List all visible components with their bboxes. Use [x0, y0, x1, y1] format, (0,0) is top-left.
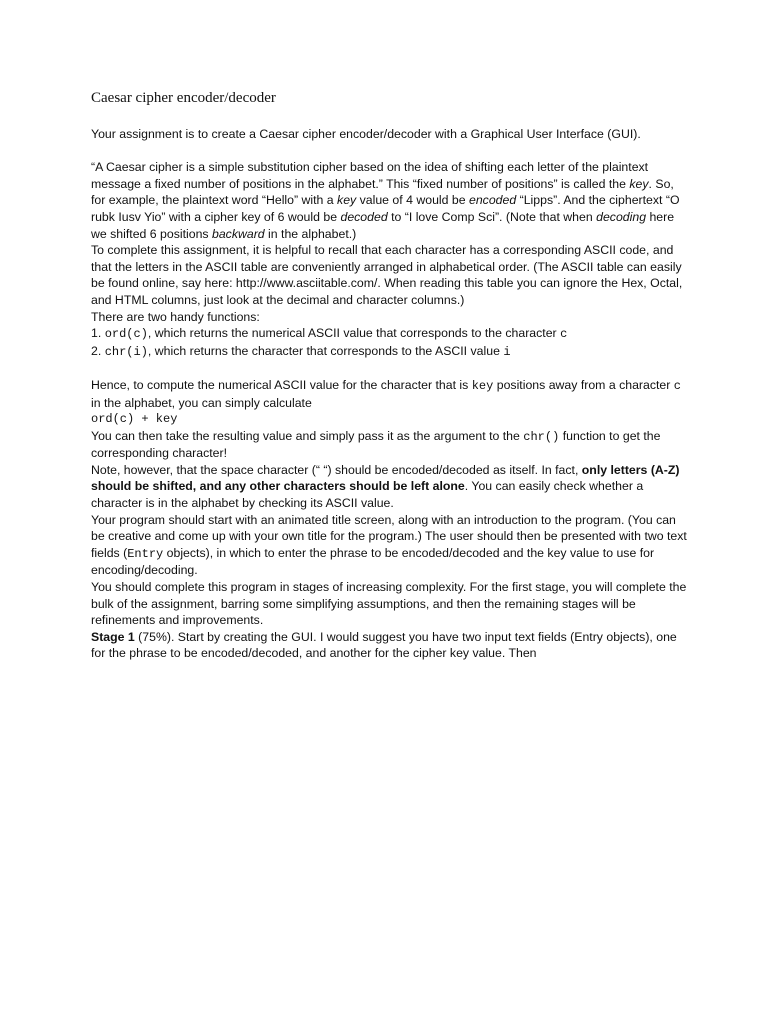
function-item-ord: [91, 325, 691, 343]
quote-text-g: in the alphabet.): [264, 226, 357, 241]
code-arg: c: [560, 327, 568, 342]
quote-text-d: “Lipps”. And the ciphertext “O rubk Iusv Yio” with a cipher key of 6 would be: [91, 193, 680, 224]
code-entry: Entry: [127, 546, 164, 561]
hence-text-b: positions away from a character: [493, 377, 674, 392]
hence-paragraph: [91, 377, 691, 411]
pass-text-a: You can then take the resulting value and simply pass it as the argument to the: [91, 428, 524, 443]
code-chr-call: chr(): [523, 429, 560, 444]
code-c: c: [673, 378, 681, 393]
quote-text-e: to “I love Comp Sci”. (Note that when: [387, 209, 597, 224]
encoded-term: encoded: [469, 193, 517, 208]
pass-paragraph: [91, 428, 691, 462]
function-description: , which returns the character that corresponds to the ASCII value: [147, 343, 504, 358]
list-number: 1.: [91, 326, 105, 341]
document-title: Caesar cipher encoder/decoder: [91, 90, 276, 106]
note-text-a: Note, however, that the space character (“ “) should be encoded/decoded as itself. In fact,: [91, 462, 582, 477]
quote-paragraph: [91, 159, 691, 242]
code-chr: chr(i): [104, 344, 148, 359]
note-bold: only letters (A-Z) should be shifted, and any other characters should be left alone: [91, 462, 680, 494]
code-line: ord(c) + key: [91, 412, 178, 427]
hence-text-a: Hence, to compute the numerical ASCII value for the character that is: [91, 377, 472, 392]
code-arg: i: [503, 344, 511, 359]
decoded-term: decoded: [340, 209, 388, 224]
stage1-label: Stage 1: [91, 629, 135, 644]
quote-text-b: . So, for example, the plaintext word “Hello” with a: [91, 176, 674, 208]
key-term: key: [629, 176, 649, 191]
backward-term: backward: [212, 226, 265, 241]
ascii-paragraph: To complete this assignment, it is helpful to recall that each character has a corresponding ASCII code, and that the letters in the ASCII table are conveniently arranged in alphabetical order. (The ASCII table can easily be found online, say here: http://www.asciitable.com/. When reading this table you can ignore the Hex, Octal, and HTML columns, just look at the decimal and character columns.): [91, 243, 683, 307]
function-item-chr: [91, 343, 691, 361]
pass-text-b: function to get the corresponding character!: [91, 428, 661, 461]
handy-functions-intro: There are two handy functions:: [91, 309, 260, 324]
assignment-paragraph: Your assignment is to create a Caesar cipher encoder/decoder with a Graphical User Interface (GUI).: [91, 127, 641, 141]
note-text-b: . You can easily check whether a character is in the alphabet by checking its ASCII value.: [91, 479, 644, 511]
stage1-paragraph: [91, 629, 691, 662]
note-paragraph: [91, 462, 691, 512]
code-ord: ord(c): [104, 327, 148, 342]
quote-text-c: value of 4 would be: [356, 193, 469, 208]
decoding-term: decoding: [596, 209, 647, 224]
stage1-text: (75%). Start by creating the GUI. I would suggest you have two input text fields (Entry objects), one for the phrase to be encoded/decoded, and another for the cipher key value. Then: [91, 629, 677, 661]
paragraph-gap: [91, 143, 691, 160]
program-paragraph: [91, 512, 691, 579]
quote-text-f: here we shifted 6 positions: [91, 209, 675, 241]
program-text-b: objects), in which to enter the phrase to be encoded/decoded and the key value to use for encoding/decoding.: [91, 545, 655, 578]
paragraph-gap: [91, 360, 691, 377]
key-term: key: [337, 193, 357, 208]
function-description: , which returns the numerical ASCII value that corresponds to the character: [147, 326, 561, 341]
quote-text-a: “A Caesar cipher is a simple substitution cipher based on the idea of shifting each letter of the plaintext message a fixed number of positions in the alphabet.” This “fixed number of positions” is called the: [91, 160, 649, 191]
document-body: [91, 126, 691, 662]
list-number: 2.: [91, 343, 105, 358]
stages-paragraph: You should complete this program in stages of increasing complexity. For the first stage, you will complete the bulk of the assignment, barring some simplifying assumptions, and then the remaining stages will be refinements and improvements.: [91, 580, 687, 628]
program-text-a: Your program should start with an animated title screen, along with an introduction to the program. (You can be creative and come up with your own title for the program.) The user should then be presented with two text fields (: [91, 512, 687, 560]
hence-text-d: in the alphabet, you can simply calculate: [91, 395, 312, 410]
code-key: key: [471, 378, 494, 393]
